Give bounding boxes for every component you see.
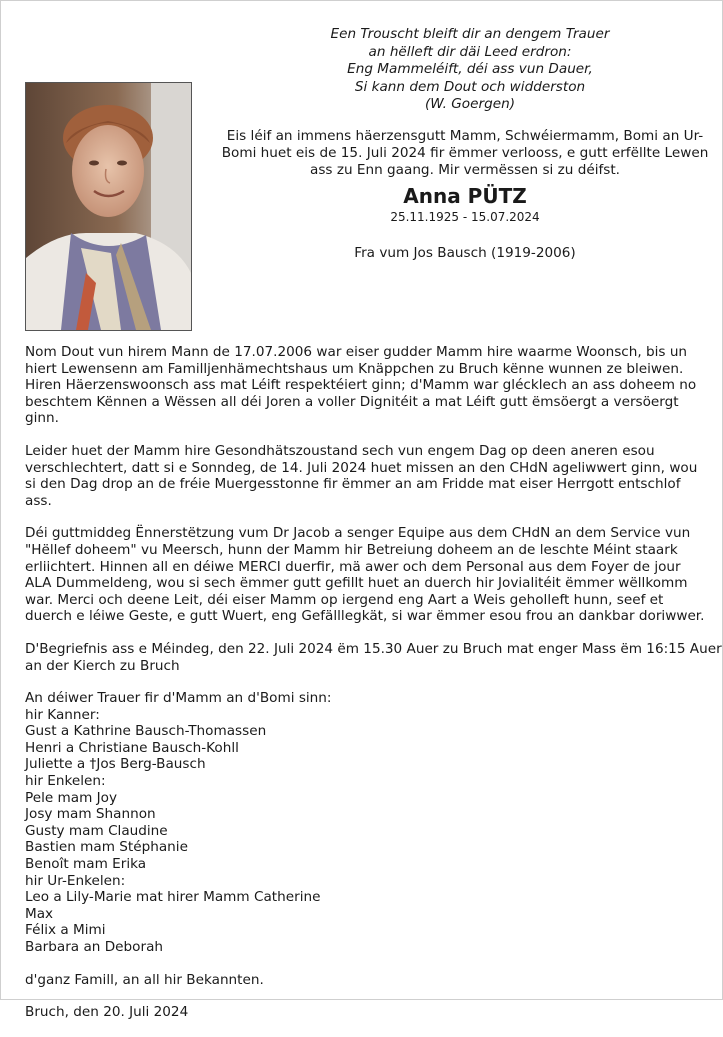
body-line: Déi guttmiddeg Ënnerstëtzung vum Dr Jacob a senger Equipe aus dem CHdN an dem Service vun	[25, 525, 691, 542]
body-line: Juliette a †Jos Berg-Bausch	[25, 756, 206, 773]
body-line: Max	[25, 905, 54, 922]
body-line: verschlechtert, datt si e Sonndeg, de 14. Juli 2024 huet missen an den CHdN ageliwwert ginn, wou	[25, 459, 698, 476]
body-line: Félix a Mimi	[25, 922, 106, 939]
body-line: Bruch, den 20. Juli 2024	[25, 1004, 189, 1021]
body-line: D'Begriefnis ass e Méindeg, den 22. Juli 2024 ëm 15.30 Auer zu Bruch mat enger Mass ëm 16:15 Auer	[25, 640, 722, 657]
body-line: Bastien mam Stéphanie	[25, 839, 188, 856]
body-line: ginn.	[25, 410, 59, 427]
body-line: Leider huet der Mamm hire Gesondhätszoustand sech vun engem Dag op deen aneren esou	[25, 442, 655, 459]
portrait-photo	[25, 82, 192, 331]
spouse-line: Fra vum Jos Bausch (1919-2006)	[354, 245, 576, 261]
body-paragraph	[25, 641, 720, 674]
body-paragraph	[25, 690, 720, 956]
poem-line: Si kann dem Dout och widderston	[354, 78, 586, 95]
body-paragraph	[25, 344, 720, 427]
poem-line: Eng Mammeléift, déi ass vun Dauer,	[347, 61, 593, 78]
obituary-body	[25, 344, 720, 1037]
body-line: ass.	[25, 492, 52, 509]
body-line: Nom Dout vun hirem Mann de 17.07.2006 war eiser gudder Mamm hire waarme Woonsch, bis un	[25, 344, 688, 360]
body-line: An déiwer Trauer fir d'Mamm an d'Bomi sinn:	[25, 690, 332, 707]
body-line: Pele mam Joy	[25, 789, 118, 806]
poem	[225, 26, 715, 114]
intro-text	[210, 128, 720, 179]
life-dates: 25.11.1925 - 15.07.2024	[390, 210, 540, 224]
body-line: Henri a Christiane Bausch-Kohll	[25, 739, 239, 756]
poem-line: Een Trouscht bleift dir an dengem Trauer	[330, 26, 610, 42]
body-line: beschtem Kënnen a Wëssen all déi Joren a voller Dignitéit a mat Léift gutt ëmsöergt a versöergt	[25, 393, 679, 410]
body-line: Leo a Lily-Marie mat hirer Mamm Catherine	[25, 889, 321, 906]
portrait-image	[26, 83, 191, 330]
body-line: an der Kierch zu Bruch	[25, 657, 180, 674]
body-line: hir Kanner:	[25, 706, 100, 723]
body-line: duerch e léiwe Geste, e gutt Wuert, eng Gefälllegkät, si war ëmmer esou frou an dankbar doriwwer.	[25, 608, 705, 625]
body-paragraph	[25, 525, 720, 625]
body-line: Gusty mam Claudine	[25, 822, 168, 839]
body-line: hiert Lewensenn am Familljenhämechtshaus um Knäppchen zu Bruch kënne wunnen ze bleiwen.	[25, 360, 684, 377]
intro-line: ass zu Enn gaang. Mir vermëssen si zu déifst.	[310, 162, 620, 178]
body-line: Hiren Häerzenswoonsch ass mat Léift respektéiert ginn; d'Mamm war glécklech an ass doheem no	[25, 377, 697, 394]
body-line: si den Dag drop an de fréie Muergesstonne fir ëmmer an am Fridde mat eiser Herrgott entschlof	[25, 476, 681, 493]
body-line: hir Enkelen:	[25, 773, 106, 790]
body-line: Benoît mam Erika	[25, 856, 147, 873]
body-line: d'ganz Famill, an all hir Bekannten.	[25, 971, 264, 988]
poem-author: (W. Goergen)	[425, 96, 515, 113]
body-line: Gust a Kathrine Bausch-Thomassen	[25, 723, 267, 740]
body-paragraph	[25, 1004, 720, 1021]
body-line: war. Merci och deene Leit, déi eiser Mamm op iergend eng Aart a Weis geholleft hunn, seef et	[25, 591, 664, 608]
body-line: Josy mam Shannon	[25, 806, 156, 823]
intro-line: Bomi huet eis de 15. Juli 2024 fir ëmmer verlooss, e gutt erfëllte Lewen	[221, 145, 709, 161]
body-paragraph	[25, 443, 720, 509]
intro-line: Eis léif an immens häerzensgutt Mamm, Schwéiermamm, Bomi an Ur-	[226, 128, 704, 144]
body-line: "Hëllef doheem" vu Meersch, hunn der Mamm hir Betreiung doheem an de leschte Méint staark	[25, 541, 678, 558]
body-paragraph	[25, 972, 720, 989]
body-line: Barbara an Deborah	[25, 939, 164, 955]
deceased-name: Anna PÜTZ	[403, 184, 527, 208]
body-line: erliichtert. Hinnen all en déiwe MERCI duerfir, mä awer och dem Personal aus dem Foyer de jour	[25, 558, 681, 575]
poem-line: an hëlleft dir däi Leed erdron:	[368, 43, 572, 60]
body-line: ALA Dummeldeng, wou si sech ëmmer gutt gefillt huet an duerch hir Jovialitéit ëmmer wëllkomm	[25, 575, 688, 592]
body-line: hir Ur-Enkelen:	[25, 872, 126, 889]
